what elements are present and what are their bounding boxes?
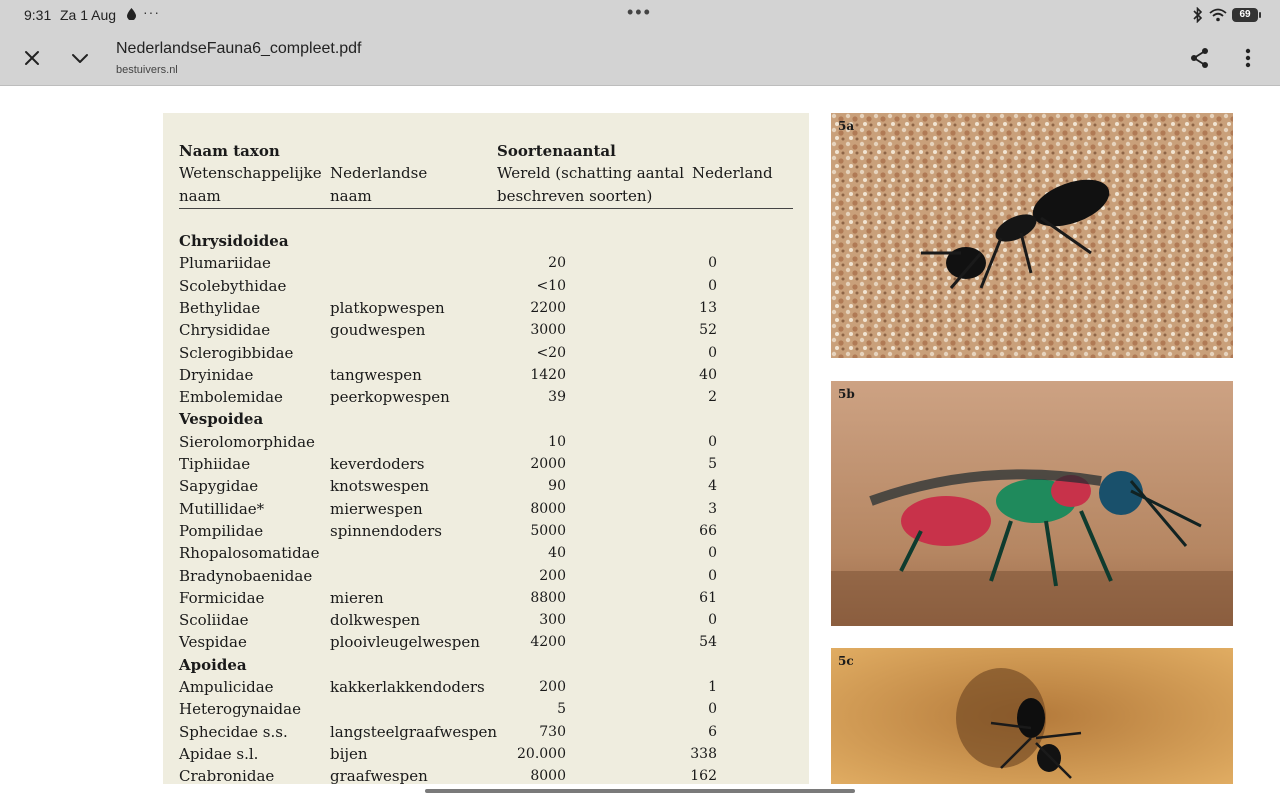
world-count: 5000	[530, 522, 566, 539]
nl-count: 0	[708, 545, 717, 562]
wifi-icon	[1209, 8, 1227, 22]
more-vertical-icon	[1245, 48, 1251, 68]
table-row	[163, 698, 809, 720]
table-group-row	[163, 408, 809, 430]
table-row	[163, 475, 809, 497]
header-col3-line1: Wereld (schatting aantal	[497, 164, 685, 182]
header-naam-taxon: Naam taxon	[179, 142, 280, 160]
nl-count: 3	[708, 500, 717, 517]
world-count: 90	[548, 478, 566, 495]
group-name: Apoidea	[179, 655, 247, 674]
multiwindow-handle-icon[interactable]: •••	[627, 2, 652, 22]
table-group-row	[163, 654, 809, 676]
pdf-page[interactable]	[0, 87, 1280, 800]
dutch-name: spinnendoders	[330, 521, 442, 540]
chevron-down-icon	[71, 52, 89, 64]
nl-count: 0	[708, 255, 717, 272]
dutch-name: peerkopwespen	[330, 388, 450, 407]
nl-count: 0	[708, 433, 717, 450]
nl-count: 162	[690, 768, 717, 785]
nl-count: 40	[699, 366, 717, 383]
scientific-name: Heterogynaidae	[179, 700, 301, 719]
battery-icon: 69	[1232, 8, 1258, 22]
scientific-name: Sclerogibbidae	[179, 343, 294, 362]
world-count: 1420	[530, 366, 566, 383]
scientific-name: Crabronidae	[179, 767, 275, 786]
scientific-name: Vespidae	[179, 633, 247, 652]
dutch-name: kakkerlakkendoders	[330, 678, 485, 696]
share-icon	[1190, 47, 1210, 69]
world-count: 730	[539, 723, 566, 740]
table-row	[163, 565, 809, 587]
nl-count: 0	[708, 344, 717, 361]
status-date: Za 1 Aug	[60, 7, 117, 23]
table-row	[163, 386, 809, 408]
expand-button[interactable]	[66, 44, 94, 72]
status-more-icon: ···	[143, 4, 160, 20]
table-row	[163, 275, 809, 297]
table-row	[163, 498, 809, 520]
header-col2-line1: Nederlandse	[330, 164, 428, 182]
scientific-name: Bethylidae	[179, 298, 261, 317]
taxon-table	[163, 113, 809, 784]
table-row	[163, 721, 809, 743]
scientific-name: Apidae s.l.	[179, 744, 259, 763]
nl-count: 54	[699, 634, 717, 651]
photo-5c	[831, 648, 1233, 784]
photo-label-5b: 5b	[838, 387, 855, 401]
table-row	[163, 520, 809, 542]
world-count: 20.000	[517, 745, 566, 762]
pdf-viewer-toolbar	[0, 30, 1280, 86]
world-count: 40	[548, 545, 566, 562]
header-col3-line2: beschreven soorten)	[497, 187, 653, 205]
nl-count: 5	[708, 456, 717, 472]
scientific-name: Scoliidae	[179, 611, 249, 630]
dutch-name: platkopwespen	[330, 298, 445, 317]
nl-count: 66	[699, 522, 717, 539]
scientific-name: Pompilidae	[179, 521, 264, 540]
table-row	[163, 252, 809, 274]
notification-drop-icon	[127, 8, 136, 20]
world-count: 10	[548, 433, 566, 450]
table-row	[163, 319, 809, 341]
world-count: 20	[548, 255, 566, 272]
table-row	[163, 364, 809, 386]
dutch-name: bijen	[330, 744, 368, 763]
horizontal-scrollbar[interactable]	[425, 789, 855, 793]
header-col1-line1: Wetenschappelijke	[179, 164, 322, 182]
photo-5a	[831, 113, 1233, 358]
more-options-button[interactable]	[1234, 44, 1262, 72]
scientific-name: Rhopalosomatidae	[179, 544, 320, 563]
nl-count: 0	[708, 277, 717, 294]
dutch-name: dolkwespen	[330, 611, 421, 630]
close-button[interactable]	[18, 44, 46, 72]
scientific-name: Formicidae	[179, 588, 265, 607]
world-count: 4200	[530, 634, 566, 651]
header-col1-line2: naam	[179, 187, 221, 205]
dutch-name: knotswespen	[330, 477, 430, 496]
group-name: Vespoidea	[179, 410, 264, 429]
table-row	[163, 609, 809, 631]
scientific-name: Scolebythidae	[179, 276, 287, 295]
scientific-name: Sapygidae	[179, 477, 259, 496]
scientific-name: Sphecidae s.s.	[179, 722, 288, 741]
nl-count: 338	[690, 745, 717, 762]
world-count: <10	[536, 277, 566, 294]
scientific-name: Plumariidae	[179, 254, 271, 273]
table-row	[163, 342, 809, 364]
dutch-name: plooivleugelwespen	[330, 633, 480, 652]
dutch-name: graafwespen	[330, 767, 428, 786]
scientific-name: Sierolomorphidae	[179, 432, 315, 451]
world-count: 8000	[530, 500, 566, 517]
world-count: 300	[539, 612, 566, 629]
world-count: 2000	[530, 456, 566, 472]
scientific-name: Dryinidae	[179, 365, 254, 384]
table-row	[163, 453, 809, 475]
scientific-name: Tiphiidae	[179, 455, 251, 473]
world-count: 8000	[530, 768, 566, 785]
nl-count: 13	[699, 299, 717, 316]
header-col2-line2: naam	[330, 187, 372, 205]
ant-on-rock-image	[831, 648, 1233, 784]
nl-count: 2	[708, 389, 717, 406]
document-source: bestuivers.nl	[116, 64, 178, 76]
nl-count: 4	[708, 478, 717, 495]
photo-5b	[831, 381, 1233, 626]
share-button[interactable]	[1186, 44, 1214, 72]
wasp-on-sand-image	[831, 113, 1233, 358]
table-row	[163, 676, 809, 698]
scientific-name: Embolemidae	[179, 388, 283, 407]
bluetooth-icon	[1192, 7, 1204, 23]
dutch-name: tangwespen	[330, 365, 422, 384]
table-group-row	[163, 230, 809, 252]
table-row	[163, 765, 809, 787]
status-bar	[0, 0, 1280, 30]
world-count: 8800	[530, 589, 566, 606]
group-name: Chrysidoidea	[179, 232, 289, 250]
nl-count: 0	[708, 567, 717, 584]
scientific-name: Ampulicidae	[179, 678, 274, 696]
table-row	[163, 542, 809, 564]
cuckoo-wasp-image	[831, 381, 1233, 626]
table-row	[163, 631, 809, 653]
photo-label-5c: 5c	[838, 654, 854, 668]
table-row	[163, 297, 809, 319]
document-title: NederlandseFauna6_compleet.pdf	[116, 40, 362, 57]
status-indicators	[1192, 6, 1258, 24]
dutch-name: goudwespen	[330, 321, 426, 340]
photo-label-5a: 5a	[838, 119, 855, 133]
scientific-name: Mutillidae*	[179, 499, 265, 518]
world-count: 2200	[530, 299, 566, 316]
close-icon	[24, 50, 40, 66]
world-count: 200	[539, 679, 566, 695]
world-count: 39	[548, 389, 566, 406]
header-col4: Nederland	[692, 164, 773, 182]
nl-count: 61	[699, 589, 717, 606]
scientific-name: Chrysididae	[179, 321, 271, 340]
world-count: 3000	[530, 322, 566, 339]
table-row	[163, 743, 809, 765]
table-row	[163, 587, 809, 609]
dutch-name: keverdoders	[330, 455, 425, 473]
table-row	[163, 431, 809, 453]
status-time: 9:31	[24, 7, 52, 23]
world-count: <20	[536, 344, 566, 361]
world-count: 200	[539, 567, 566, 584]
nl-count: 0	[708, 612, 717, 629]
dutch-name: mierwespen	[330, 499, 423, 518]
nl-count: 6	[708, 723, 717, 740]
dutch-name: mieren	[330, 588, 384, 607]
header-divider	[179, 208, 793, 209]
scientific-name: Bradynobaenidae	[179, 566, 313, 585]
nl-count: 0	[708, 701, 717, 718]
nl-count: 52	[699, 322, 717, 339]
nl-count: 1	[708, 679, 717, 695]
dutch-name: langsteelgraafwespen	[330, 722, 498, 741]
world-count: 5	[557, 701, 566, 718]
header-soortenaantal: Soortenaantal	[497, 142, 616, 160]
